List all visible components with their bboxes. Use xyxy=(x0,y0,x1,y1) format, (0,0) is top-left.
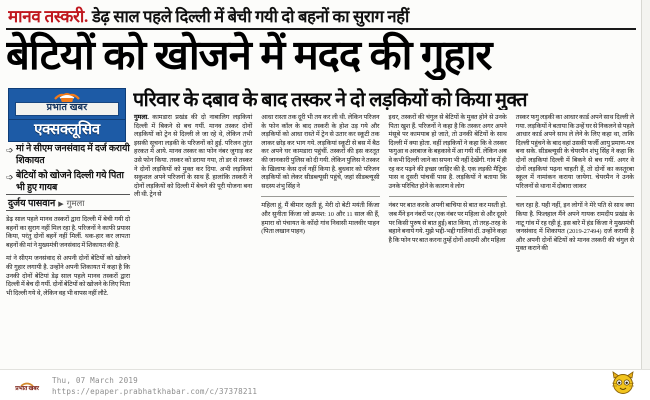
footer-meta xyxy=(52,375,257,397)
byline-reporter: दुर्जय पासवान xyxy=(8,199,56,209)
footer-logo xyxy=(6,379,48,394)
publication-date: Thu, 07 March 2019 xyxy=(52,376,138,385)
paragraph: चल रहा है. यही नहीं, इन लोगों ने मेरे पति से साथ क्या किया है. फिलहाल मैंने अपने गायक रामदीप प्रखंड के नाटू गांव में रह रही हूं. इस बारे में हंड किंजा ने मुख्यमंत्री जनसंवाद में शिकायत (2019-27494) दर्ज करायी है और अपनी दोनों बेटियों को मानव तस्करी की चंगुल से मुक्त कराने की xyxy=(515,202,634,253)
column-separator-rule xyxy=(389,196,507,197)
paragraph: महिला हूं, मैं बीमार रहती हूं, मेरी दो बेटी मयंती किंजा और सुनीता किंजा जो क्रमश: 10 और 11 साल की हैं, हमारा वो पंचायत के कोंदो गांव निवासी मालवीर पाहन (पिता लखान पाहन) xyxy=(261,202,380,236)
masthead-block xyxy=(8,88,126,142)
kicker-line xyxy=(8,4,630,28)
byline-rule-bottom xyxy=(6,210,130,211)
column-separator-rule xyxy=(261,196,379,197)
list-item xyxy=(6,144,130,167)
byline-place: गुमला xyxy=(66,198,85,208)
paragraph: तस्कर फगु लड़की का आधार कार्ड अपने साथ दिल्ली ले गया. लड़कियों ने बताया कि उन्हें घर से निकलने से पहले आधार कार्ड अपने साथ ले लेने के लिए कहा था, ताकि दिल्ली पहुंचने के बाद वहां उसकी फर्जी आयु प्रमाण-पत्र बना सके. सीडब्ल्यूसी के चेयरमैन शंभु सिंह ने कहा कि दोनों लड़कियां दिल्ली में बिकने से बच गयीं. अगर वे दोनों लड़कियां पढ़ना चाहती हैं, तो दोनों का कस्तूरबा स्कूल में नामांकन कराया जायेगा. चेयरमैन ने उनके परिजनों से थाना में दोबारा जाकर xyxy=(515,114,634,190)
byline xyxy=(8,196,132,209)
kicker-label: मानव तस्करी. xyxy=(8,7,88,26)
epaper-footer xyxy=(0,369,650,400)
arrow-bullet-icon: ➩ xyxy=(6,145,14,155)
byline-separator-icon: ▶ xyxy=(58,200,64,208)
paragraph: इधर, तस्करों की चंगुल से बेटियों के मुक्त होने से उनके पिता खुश हैं. परिजनों ने कहा है कि तस्कर अगर अपने मंसूबे पर कामयाब हो जाते, तो उनकी बेटियों के साथ दिल्ली में क्या होता. वहीं लड़कियों ने कहा कि वे तस्कर फगुआ व अरबाज के बहकावे में आ गयी थीं. लेकिन अब वे कभी दिल्ली जाने का सपना भी नहीं देखेंगी. गांव में ही रह कर पढ़ने की इच्छा जाहिर की है. एक लड़की मैट्रिक पास व दूसरी पांचवीं पास है. लड़कियों ने बताया कि उनके परिचित होने के कारण वे लोग xyxy=(388,114,507,190)
kicker-text: डेढ़ साल पहले दिल्ली में बेची गयी दो बहनों का सुराग नहीं xyxy=(91,7,409,26)
exclusive-badge-label: एक्सक्लूसिव xyxy=(34,122,100,138)
highlight-bullets xyxy=(6,144,130,198)
body-column-3 xyxy=(389,114,507,259)
bullet-text: मां ने सीएम जनसंवाद में दर्ज करायी शिकायत xyxy=(16,144,130,166)
body-column-1 xyxy=(134,114,252,259)
paragraph: डेढ़ साल पहले मानव तस्करों द्वारा दिल्ली में बेची गयी दो बहनों का सुराग नहीं मिल रहा है. परिजनों ने काफी प्रयास किया, परंतु दोनों बहनें नहीं मिलीं. थक-हार कर लापता बहनों की मां ने मुख्यमंत्री जनसंवाद में शिकायत की है. xyxy=(6,216,130,249)
paragraph-text: कामडारा प्रखंड की दो नाबालिग लड़कियां दिल्ली में बिकने से बच गयीं. मानव तस्कर दोनों लड़कियों को ट्रेन से दिल्ली ले जा रहे थे, लेकिन तभी इसकी सूचना लड़की के परिजनों को हुई. परिजन तुरंत हरकत में आये. मानव तस्कर का फोन नंबर जुगाड़ कर उसे फोन किया. तस्कर को डराया गया, तो डर से तस्कर ने दोनों लड़कियों को मुक्त कर दिया. अभी लड़कियां सकुशल अपने परिजनों के साथ हैं. हालांकि तस्करी ने दोनों लड़कियों को दिल्ली में बेचने की पूरी योजना बना ली थी. ट्रेन से xyxy=(134,114,253,199)
paragraph: आधा रास्ता तक दूरी भी तय कर ली थी. लेकिन परिजन के फोन कॉल के बाद तस्करी के होश उड़ गये और लड़कियों को आधा रास्ते में ट्रेन से उतार कर स्कूटी तक लाकर छोड़ कर भाग गये. लड़कियां स्कूटी से बस में बैठ कर अपने घर कामडारा पहुंचीं. तस्करों की इस करतूत की जानकारी पुलिस को दी गयी. लेकिन पुलिस ने तस्कर के खिलाफ केस दर्ज नहीं किया है. बुधवार को परिजन लड़कियों को लेकर सीडब्ल्यूसी पहुंचे, जहां सीडब्ल्यूसी सदस्य शंभु सिंह ने xyxy=(261,114,380,190)
article-body xyxy=(134,114,634,259)
bullet-text: बेटियों को खोजने दिल्ली गये पिता भी हुए गायब xyxy=(16,171,124,193)
byline-rule-top xyxy=(6,194,130,195)
exclusive-badge xyxy=(8,120,126,142)
left-column-body xyxy=(6,216,130,303)
dateline: गुमला. xyxy=(134,114,149,121)
masthead-brand-panel xyxy=(8,88,126,120)
column-separator-rule xyxy=(516,196,634,197)
body-column-2 xyxy=(261,114,379,259)
arrow-bullet-icon: ➩ xyxy=(6,172,14,182)
paragraph: मां ने सीएम जनसंवाद से अपनी दोनों बेटियों को खोजने की गुहार लगायी है. उन्होंने अपनी शिकायत में कहा है कि उनकी दोनों बेटियां डेढ़ साल पहले मानव तस्करों द्वारा दिल्ली में बेच दी गयीं. दोनों बेटियों को खोजने के लिए पिता भी दिल्ली गये थे, लेकिन वह भी वापस नहीं लौटे. xyxy=(6,255,130,297)
paragraph: नंबर पर बात करके अपनी बाचिया से बात कर मस्ती हो. जब मैंने इन नंबरों पर (एक नंबर पर महिला से और दूसरे पर किसी पुरुष से बात हुई) बात किया, तो तरह-तरह के बहाने बनाये गये. मुझे भद्दी-भद्दी गालियां दीं. उन्होंने कहा है कि फोन पर बात करना तुम्हें दोनों आदमी और महिला xyxy=(388,202,507,244)
cat-face-icon xyxy=(610,370,636,396)
brand-name-band xyxy=(15,102,119,116)
brand-name: प्रभात खबर xyxy=(46,103,88,114)
list-item xyxy=(6,171,130,194)
paragraph xyxy=(134,114,252,200)
adjacent-page-edge xyxy=(641,0,650,400)
sub-headline: परिवार के दबाव के बाद तस्कर ने दो लड़कियों को किया मुक्त xyxy=(133,89,528,110)
epaper-url[interactable]: https://epaper.prabhatkhabar.com/c/37378211 xyxy=(52,387,258,396)
body-column-4 xyxy=(516,114,634,259)
footer-logo-text: प्रभात खबर xyxy=(15,385,39,392)
main-headline: बेटियों को खोजने में मदद की गुहार xyxy=(6,31,492,78)
